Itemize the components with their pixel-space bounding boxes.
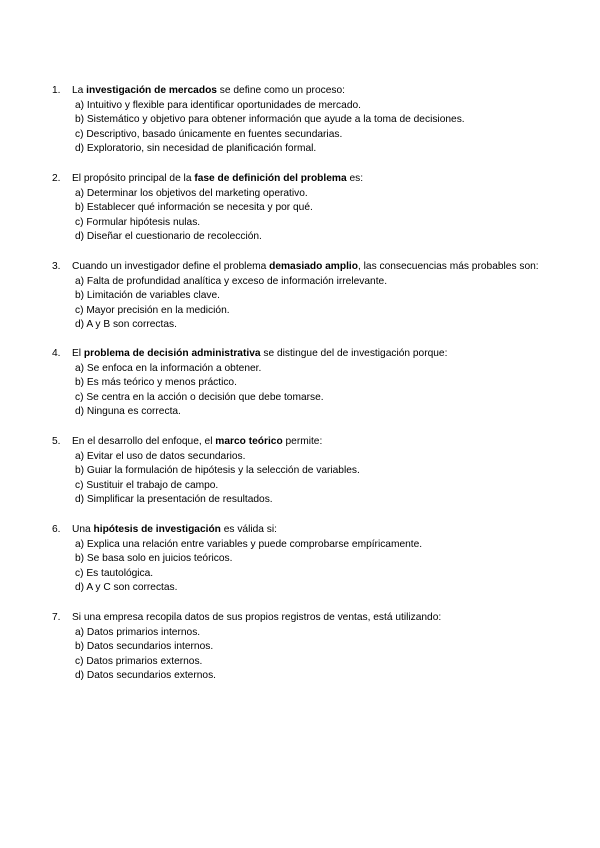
question-stem (52, 611, 592, 626)
option-list (75, 187, 592, 245)
option-a: a) Se enfoca en la información a obtener. (75, 362, 262, 374)
option-c: c) Sustituir el trabajo de campo. (75, 479, 219, 491)
stem-text: La (72, 85, 87, 96)
question-number: 2. (52, 173, 61, 184)
stem-text: Si una empresa recopila datos de sus propios registros de ventas, está utilizando: (72, 612, 442, 623)
question-4 (52, 347, 592, 420)
question-number: 5. (52, 436, 61, 447)
question-6 (52, 523, 592, 596)
option-b: b) Establecer qué información se necesita y por qué. (75, 202, 313, 214)
option-d: d) Exploratorio, sin necesidad de planificación formal. (75, 143, 317, 155)
question-number: 4. (52, 348, 61, 359)
stem-bold-term: problema de decisión administrativa (83, 348, 261, 359)
stem-bold-term: marco teórico (215, 436, 283, 447)
option-list (75, 626, 592, 684)
option-list (75, 538, 592, 596)
option-c: c) Es tautológica. (75, 567, 154, 579)
stem-text: es válida si: (220, 524, 277, 535)
option-c: c) Mayor precisión en la medición. (75, 304, 230, 316)
stem-text: El propósito principal de la (72, 173, 195, 184)
option-c: c) Descriptivo, basado únicamente en fuentes secundarias. (75, 128, 343, 140)
option-d: d) Diseñar el cuestionario de recolección. (75, 231, 262, 243)
option-a: a) Evitar el uso de datos secundarios. (75, 450, 246, 462)
question-number: 3. (52, 261, 61, 272)
question-3 (52, 260, 592, 333)
option-b: b) Datos secundarios internos. (75, 641, 214, 653)
question-stem (52, 172, 592, 187)
option-b: b) Se basa solo en juicios teóricos. (75, 553, 233, 565)
stem-bold-term: fase de definición del problema (194, 173, 347, 184)
option-a: a) Explica una relación entre variables y puede comprobarse empíricamente. (75, 538, 423, 550)
question-5 (52, 435, 592, 508)
stem-text: se define como un proceso: (216, 85, 345, 96)
question-number: 7. (52, 612, 61, 623)
option-d: d) A y C son correctas. (75, 582, 178, 594)
option-d: d) Ninguna es correcta. (75, 406, 181, 418)
question-7 (52, 611, 592, 684)
question-1 (52, 84, 592, 157)
stem-text: En el desarrollo del enfoque, el (72, 436, 216, 447)
question-stem (52, 84, 592, 99)
option-list (75, 362, 592, 420)
option-a: a) Falta de profundidad analítica y exceso de información irrelevante. (75, 275, 388, 287)
question-stem (52, 435, 592, 450)
option-d: d) A y B son correctas. (75, 319, 177, 331)
option-a: a) Datos primarios internos. (75, 626, 201, 638)
question-stem (52, 260, 592, 275)
question-stem (52, 523, 592, 538)
option-a: a) Intuitivo y flexible para identificar oportunidades de mercado. (75, 99, 361, 111)
option-b: b) Guiar la formulación de hipótesis y la selección de variables. (75, 465, 360, 477)
option-list (75, 275, 592, 333)
option-a: a) Determinar los objetivos del marketing operativo. (75, 187, 308, 199)
option-b: b) Sistemático y objetivo para obtener información que ayude a la toma de decisiones. (75, 114, 465, 126)
option-c: c) Datos primarios externos. (75, 655, 203, 667)
option-b: b) Es más teórico y menos práctico. (75, 377, 237, 389)
question-number: 6. (52, 524, 61, 535)
option-list (75, 450, 592, 508)
option-c: c) Se centra en la acción o decisión que debe tomarse. (75, 391, 324, 403)
stem-text: permite: (282, 436, 323, 447)
question-stem (52, 347, 592, 362)
option-list (75, 99, 592, 157)
stem-bold-term: hipótesis de investigación (93, 524, 221, 535)
stem-text: es: (346, 173, 364, 184)
stem-text: Cuando un investigador define el problema (72, 261, 270, 272)
stem-text: El (72, 348, 84, 359)
stem-bold-term: investigación de mercados (86, 85, 217, 96)
stem-bold-term: demasiado amplio (269, 261, 358, 272)
stem-text: se distingue del de investigación porque: (260, 348, 448, 359)
option-d: d) Datos secundarios externos. (75, 670, 216, 682)
stem-text: Una (72, 524, 94, 535)
question-2 (52, 172, 592, 245)
stem-text: , las consecuencias más probables son: (357, 261, 539, 272)
option-d: d) Simplificar la presentación de resultados. (75, 494, 273, 506)
option-b: b) Limitación de variables clave. (75, 290, 220, 302)
option-c: c) Formular hipótesis nulas. (75, 216, 201, 228)
question-number: 1. (52, 85, 61, 96)
